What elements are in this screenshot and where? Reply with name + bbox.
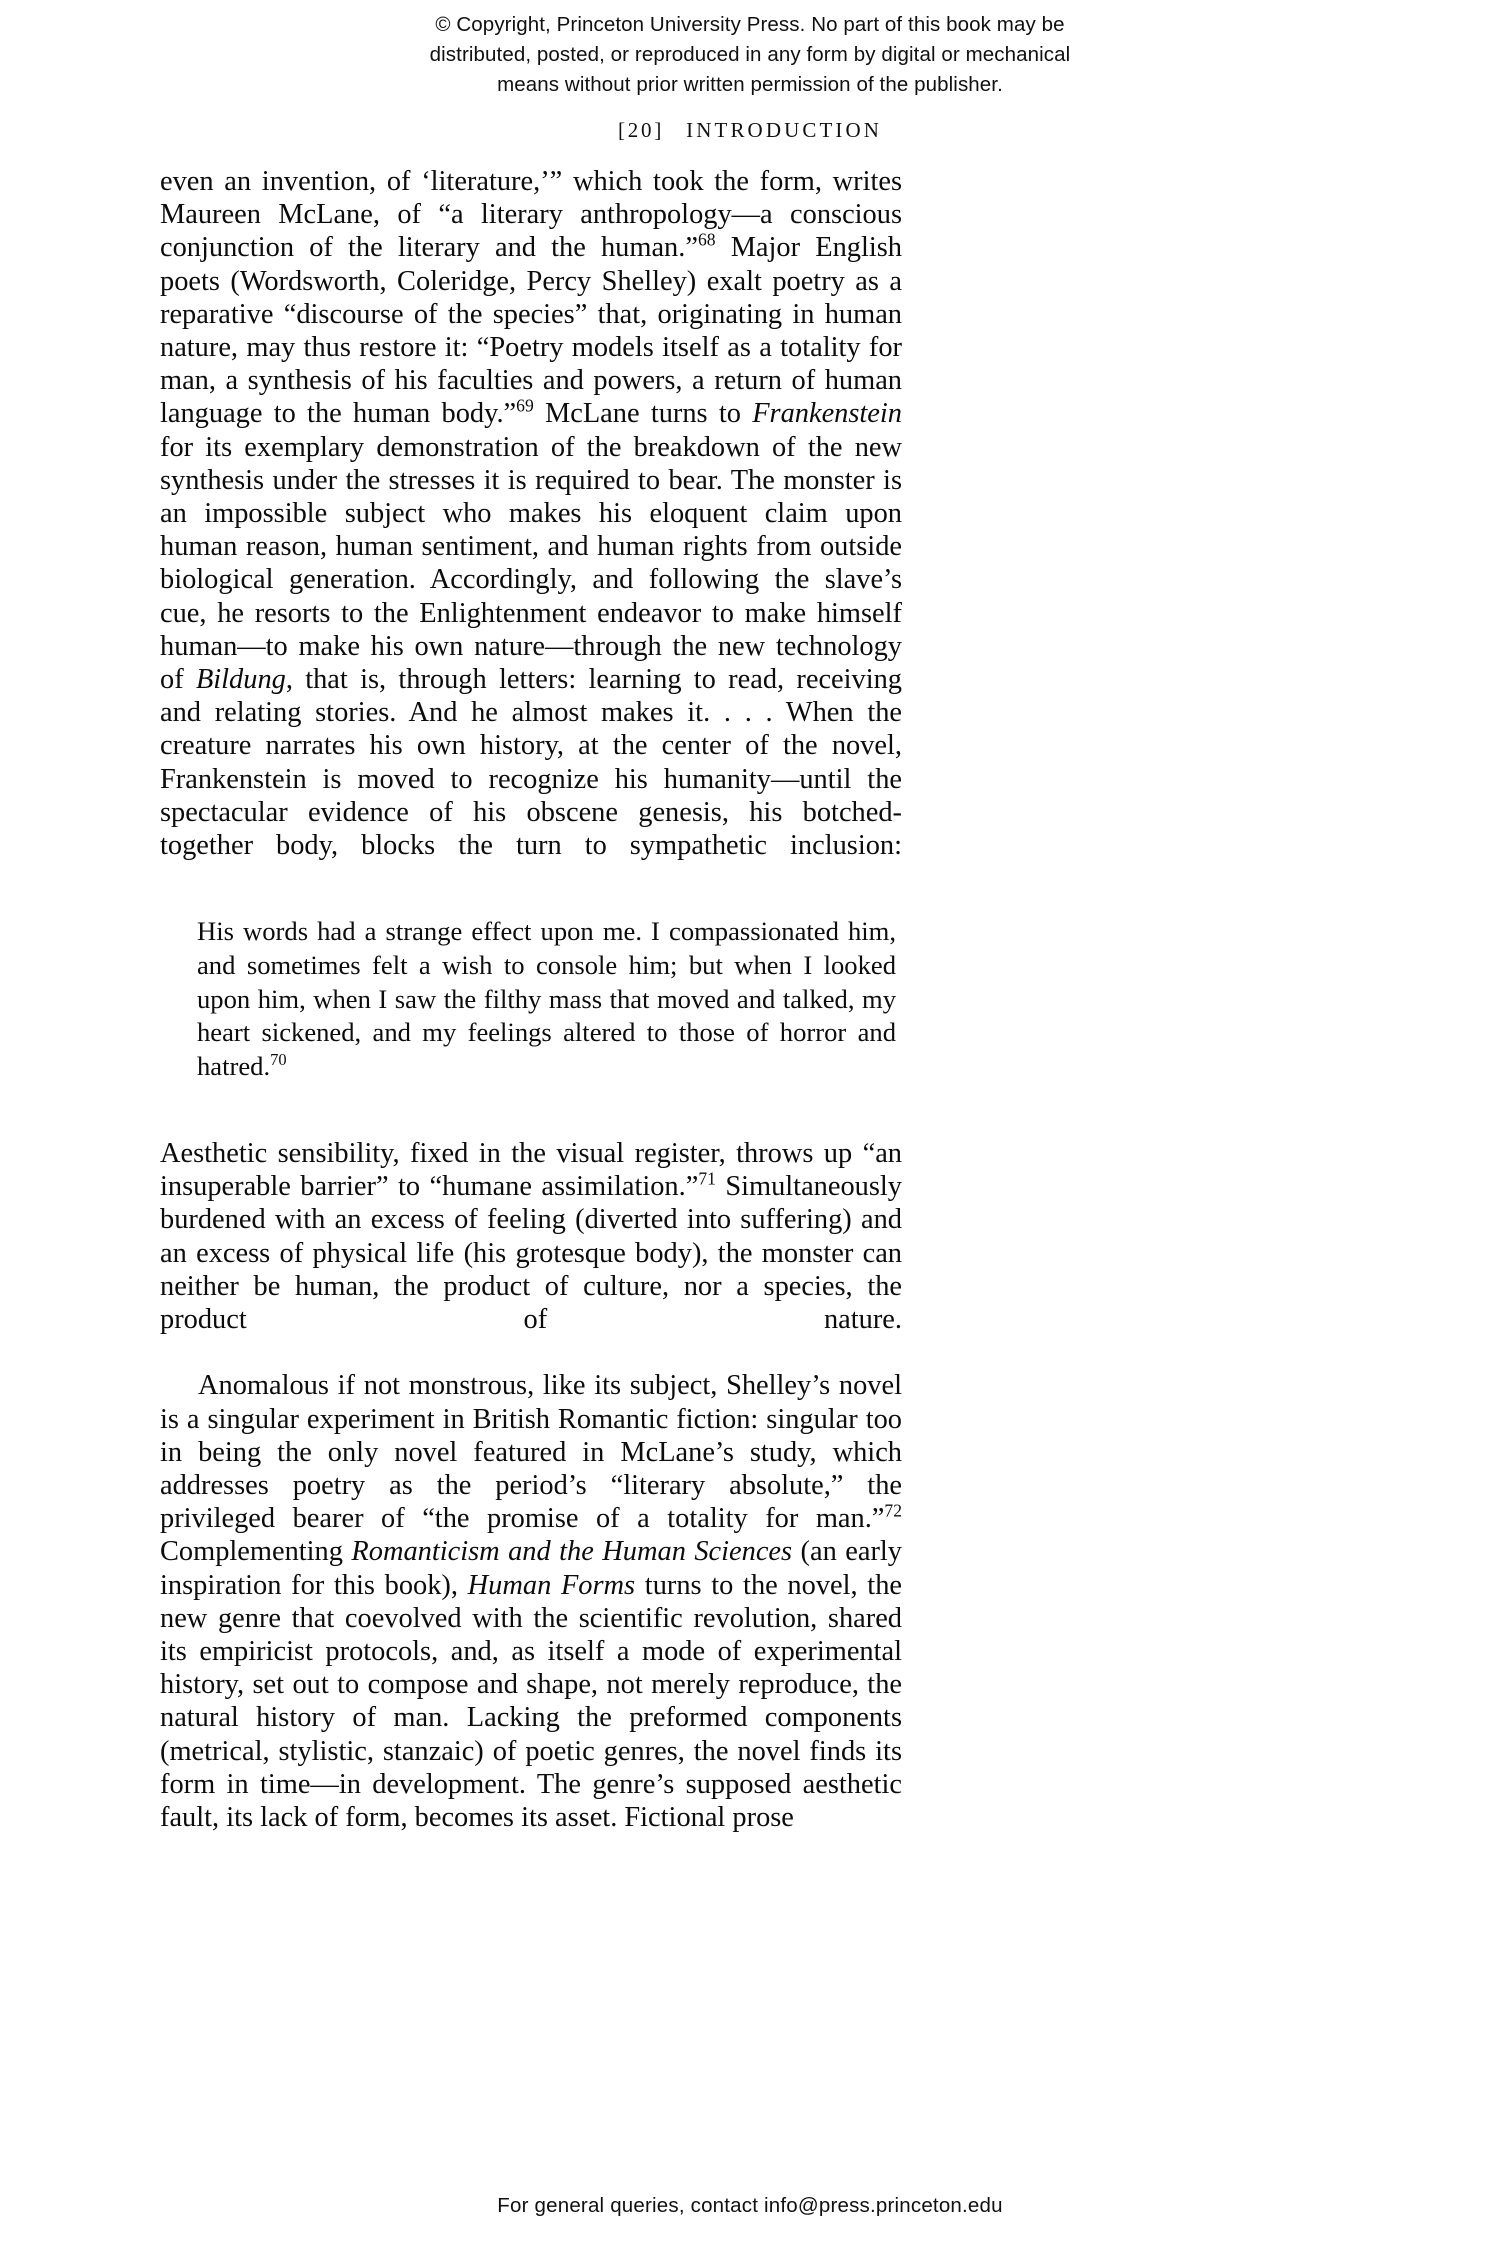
paragraph-aesthetic-sensibility: Aesthetic sensibility, fixed in the visual register, throws up “an insuperable barrier” to “humane assimilation.”$^{71}$ Simultaneously burdened with an excess of feeling (diverted into suffering) and an excess of physical life (his grotesque body), the monster can neither be human, the product of culture, nor a species, the product of nature. xyxy=(160,1138,902,1336)
block-quotation-text: His words had a strange effect upon me. I compassionated him, and sometimes felt a wish to console him; but when I looked upon him, when I saw the filthy mass that moved and talked, my heart sickened, and my feelings altered to those of horror and hatred.$^{70}$ xyxy=(197,916,896,1081)
italic-title: Frankenstein xyxy=(752,398,902,430)
paragraph-continuation: even an invention, of ‘literature,’” which took the form, writes Maureen McLane, of “a literary anthropology—a conscious conjunction of the literary and the human.”$^{68}$ Major English poets (Wordsworth, Coleridge, Percy Shelley) exalt poetry as a reparative “discourse of the species” that, originating in human nature, may thus restore it: “Poetry models itself as a totality for man, a synthesis of his faculties and powers, a return of human language to the human body.”$^{69}$ McLane turns to Frankenstein for its exemplary demonstration of the breakdown of the new synthesis under the stresses it is required to bear. The monster is an impossible subject who makes his eloquent claim upon human reason, human sentiment, and human rights from outside biological generation. Accordingly, and following the slave’s cue, he resorts to the Enlightenment endeavor to make himself human—to make his own nature—through the new technology of Bildung, that is, through letters: learning to read, receiving and relating stories. And he almost makes it. . . . When the creature narrates his own history, at the center of the novel, Frankenstein is moved to recognize his humanity—until the spectacular evidence of his obscene genesis, his botched-together body, blocks the turn to sympathetic inclusion: xyxy=(160,166,903,862)
copyright-line-3: means without prior written permission of the publisher. xyxy=(497,73,1003,96)
footnote-marker: 71 xyxy=(698,1168,716,1189)
italic-title: Human Forms xyxy=(467,1569,636,1601)
block-quotation xyxy=(160,915,902,1117)
chapter-title: INTRODUCTION xyxy=(686,118,883,142)
footnote-marker: 72 xyxy=(884,1500,902,1521)
footnote-marker: 68 xyxy=(697,229,716,250)
footnote-marker: 70 xyxy=(270,1049,287,1069)
copyright-notice xyxy=(0,10,1500,100)
body-text xyxy=(160,165,902,1834)
copyright-line-1: © Copyright, Princeton University Press. No part of this book may be xyxy=(435,13,1065,36)
footnote-marker: 69 xyxy=(516,395,534,416)
italic-title: Romanticism and the Human Sciences xyxy=(351,1536,793,1568)
page-footer: For general queries, contact info@press.princeton.edu xyxy=(497,2194,1003,2217)
italic-title: Bildung xyxy=(195,664,286,696)
page-folio: [20] xyxy=(617,118,665,142)
running-head xyxy=(0,118,1500,143)
copyright-line-2: distributed, posted, or reproduced in any form by digital or mechanical xyxy=(429,43,1071,66)
paragraph-anomalous: Anomalous if not monstrous, like its subject, Shelley’s novel is a singular experiment in British Romantic fiction: singular too in being the only novel featured in McLane’s study, which addresses poetry as the period’s “literary absolute,” the privileged bearer of “the promise of a totality for man.”$^{72}$ Complementing Romanticism and the Human Sciences (an early inspiration for this book), Human Forms turns to the novel, the new genre that coevolved with the scientific revolution, shared its empiricist protocols, and, as itself a mode of experimental history, set out to compose and shape, not merely reproduce, the natural history of man. Lacking the preformed components (metrical, stylistic, stanzaic) of poetic genres, the novel finds its form in time—in development. The genre’s supposed aesthetic fault, its lack of form, becomes its asset. Fictional prose xyxy=(160,1370,903,1834)
